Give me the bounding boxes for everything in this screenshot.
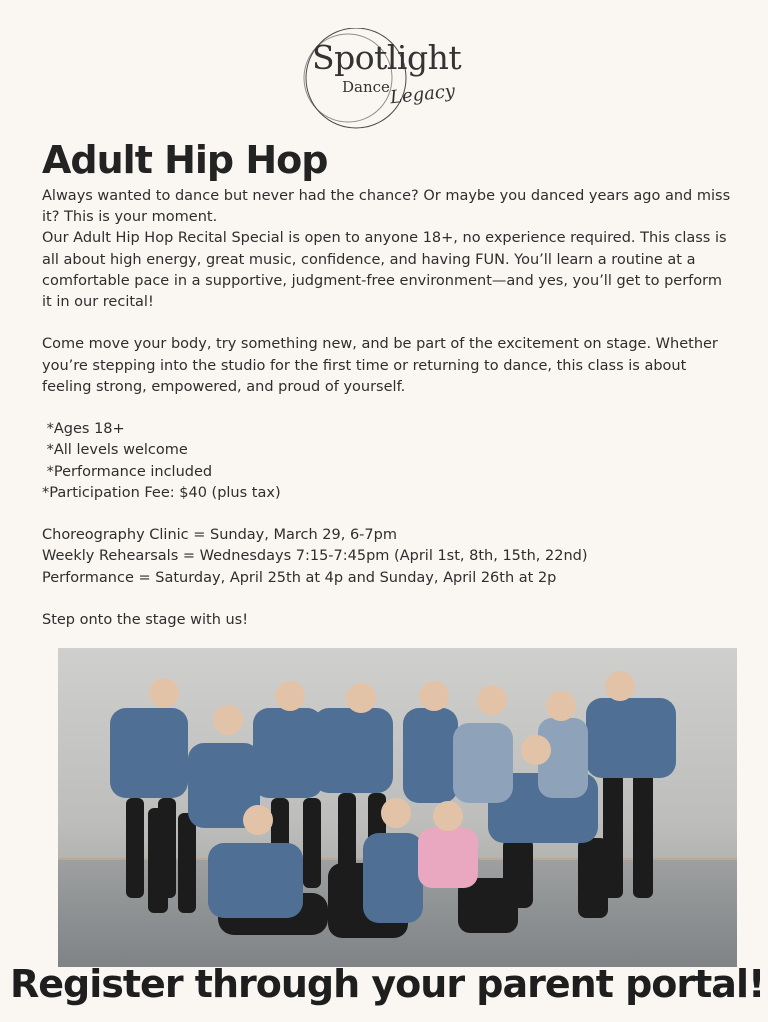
intro-paragraph-3: Come move your body, try something new, and be part of the excitement on stage. Whether you’re stepping into the studio for the first time or returning to dance, this class is about feeling strong, empowered, and proud of yourself. [42, 336, 718, 395]
detail-levels: *All levels welcome [42, 442, 188, 459]
dancers-illustration [58, 648, 737, 967]
intro-paragraph-2: Our Adult Hip Hop Recital Special is open to anyone 18+, no experience required. This class is all about high energy, great music, confidence, and having FUN. You’ll learn a routine at a comfortable pace in a supportive, judgment-free environment—and yes, you’ll get to perform it in our recital! [42, 230, 727, 311]
intro-paragraph-1: Always wanted to dance but never had the chance? Or maybe you danced years ago and miss it? This is your moment. [42, 188, 731, 226]
closing-line: Step onto the stage with us! [42, 612, 249, 628]
group-photo [58, 648, 737, 967]
schedule-rehearsals: Weekly Rehearsals = Wednesdays 7:15-7:45pm (April 1st, 8th, 15th, 22nd) [42, 548, 588, 565]
spotlight-dance-legacy-logo [296, 28, 474, 132]
logo-script: Legacy [389, 80, 457, 109]
schedule-clinic: Choreography Clinic = Sunday, March 29, 6-7pm [42, 527, 397, 544]
detail-fee: *Participation Fee: $40 (plus tax) [42, 484, 281, 501]
logo-subtitle: Dance [342, 78, 390, 96]
detail-ages: *Ages 18+ [42, 421, 125, 438]
page-title: Adult Hip Hop [42, 138, 328, 182]
detail-performance: *Performance included [42, 463, 213, 480]
class-description [42, 186, 732, 631]
schedule-performance: Performance = Saturday, April 25th at 4p and Sunday, April 26th at 2p [42, 569, 557, 586]
logo-title: Spotlight [312, 38, 462, 77]
register-call-to-action: Register through your parent portal! [10, 962, 765, 1006]
